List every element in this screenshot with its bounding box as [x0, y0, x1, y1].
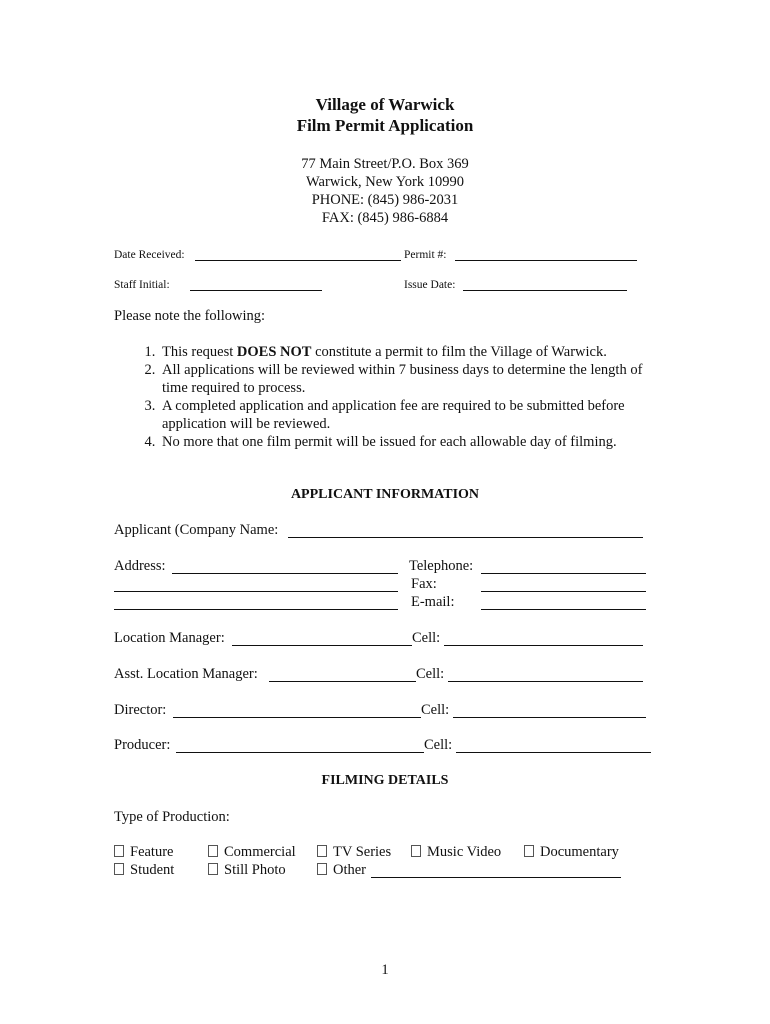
page-number: 1: [381, 962, 389, 978]
fax-field[interactable]: [481, 591, 646, 592]
address-line-2: Warwick, New York 10990: [306, 174, 464, 190]
address-label: Address:: [114, 558, 166, 574]
form-subtitle: Film Permit Application: [296, 116, 474, 135]
location-manager-cell-field[interactable]: [444, 645, 643, 646]
location-manager-cell-label: Cell:: [412, 630, 441, 646]
option-commercial[interactable]: [208, 844, 296, 861]
producer-field[interactable]: [176, 752, 424, 753]
fax-number: FAX: (845) 986-6884: [321, 210, 449, 226]
notes-intro: Please note the following:: [114, 308, 266, 324]
director-label: Director:: [114, 702, 167, 718]
option-music-video[interactable]: [411, 844, 501, 861]
permit-number-field[interactable]: [455, 260, 637, 261]
director-field[interactable]: [173, 717, 421, 718]
option-label: TV Series: [333, 844, 392, 860]
issue-date-label: Issue Date:: [404, 279, 456, 291]
checkbox-icon[interactable]: [411, 845, 421, 857]
phone-number: PHONE: (845) 986-2031: [311, 192, 459, 208]
production-type-label: Type of Production:: [114, 809, 230, 825]
telephone-field[interactable]: [481, 573, 646, 574]
telephone-label: Telephone:: [409, 558, 474, 574]
director-cell-label: Cell:: [421, 702, 450, 718]
staff-initial-label: Staff Initial:: [114, 279, 170, 291]
location-manager-field[interactable]: [232, 645, 412, 646]
checkbox-icon[interactable]: [114, 863, 124, 875]
note-item: [159, 343, 646, 361]
staff-initial-field[interactable]: [190, 290, 322, 291]
note-item: 3. A completed application and application fee are required to be submitted before application will be reviewed.: [159, 397, 646, 433]
option-student[interactable]: [114, 862, 174, 879]
asst-location-manager-cell-field[interactable]: [448, 681, 643, 682]
issue-date-field[interactable]: [463, 290, 627, 291]
producer-label: Producer:: [114, 737, 171, 753]
address-field-1[interactable]: [172, 573, 398, 574]
checkbox-icon[interactable]: [317, 845, 327, 857]
company-name-label: Applicant (Company Name:: [114, 522, 279, 538]
asst-location-manager-label: Asst. Location Manager:: [114, 666, 258, 682]
date-received-field[interactable]: [195, 260, 401, 261]
permit-number-label: Permit #:: [404, 249, 447, 261]
address-line-1: 77 Main Street/P.O. Box 369: [301, 156, 469, 172]
email-label: E-mail:: [411, 594, 455, 610]
asst-location-manager-cell-label: Cell:: [416, 666, 445, 682]
note-item: 4. No more that one film permit will be issued for each allowable day of filming.: [159, 433, 646, 451]
option-label: Other: [333, 862, 367, 878]
company-name-field[interactable]: [288, 537, 643, 538]
asst-location-manager-field[interactable]: [269, 681, 416, 682]
checkbox-icon[interactable]: [524, 845, 534, 857]
note-1-emphasis: DOES NOT: [236, 344, 312, 360]
option-label: Documentary: [540, 844, 619, 860]
location-manager-label: Location Manager:: [114, 630, 225, 646]
date-received-label: Date Received:: [114, 249, 185, 261]
option-label: Student: [130, 862, 175, 878]
option-label: Still Photo: [224, 862, 286, 878]
notes-section: [114, 308, 646, 451]
applicant-heading: APPLICANT INFORMATION: [290, 487, 480, 502]
form-title: Village of Warwick: [315, 95, 455, 114]
email-field[interactable]: [481, 609, 646, 610]
option-still-photo[interactable]: [208, 862, 286, 879]
fax-label: Fax:: [411, 576, 437, 592]
producer-cell-field[interactable]: [456, 752, 651, 753]
option-documentary[interactable]: [524, 844, 619, 861]
checkbox-icon[interactable]: [208, 863, 218, 875]
filming-heading: FILMING DETAILS: [321, 773, 449, 788]
note-1-text-end: constitute a permit to film the Village of Warwick.: [311, 344, 607, 360]
checkbox-icon[interactable]: [114, 845, 124, 857]
option-tv-series[interactable]: [317, 844, 391, 861]
address-field-3[interactable]: [114, 609, 398, 610]
note-item: 2. All applications will be reviewed within 7 business days to determine the length of time required to process.: [159, 361, 646, 397]
notes-list: [114, 343, 646, 451]
option-other[interactable]: [317, 862, 366, 879]
checkbox-icon[interactable]: [317, 863, 327, 875]
address-field-2[interactable]: [114, 591, 398, 592]
checkbox-icon[interactable]: [208, 845, 218, 857]
option-label: Music Video: [427, 844, 502, 860]
other-production-field[interactable]: [371, 877, 621, 878]
option-feature[interactable]: [114, 844, 173, 861]
option-label: Feature: [130, 844, 174, 860]
note-1-text: This request: [162, 344, 237, 360]
option-label: Commercial: [224, 844, 296, 860]
producer-cell-label: Cell:: [424, 737, 453, 753]
director-cell-field[interactable]: [453, 717, 646, 718]
